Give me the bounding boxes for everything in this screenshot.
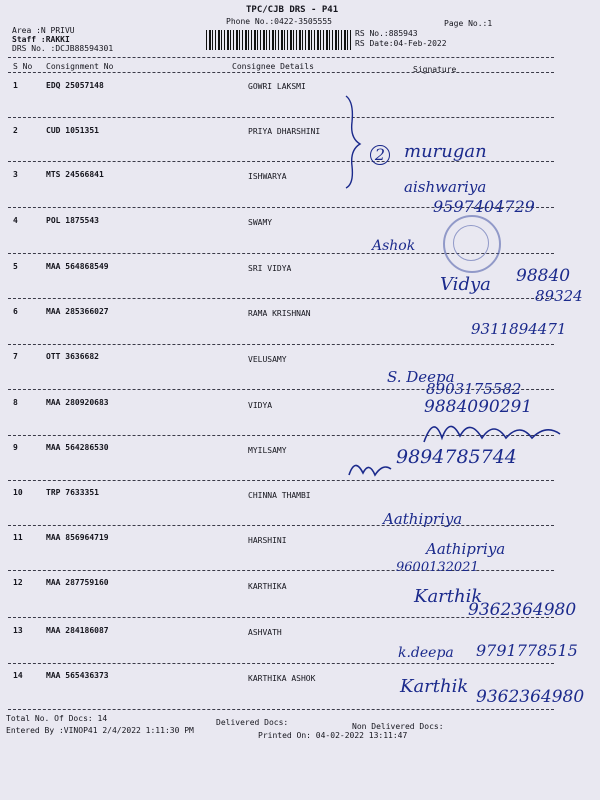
consignment-number: MAA 856964719	[46, 533, 109, 542]
consignee-name: PRIYA DHARSHINI	[248, 127, 321, 136]
consignment-number: MAA 565436373	[46, 671, 109, 680]
signature-text: S. Deepa	[387, 368, 455, 386]
row-number: 13	[13, 626, 23, 635]
consignment-number: OTT 3636682	[46, 352, 99, 361]
signature-phone: 89324	[535, 287, 583, 305]
signature-circled-number: 2	[370, 145, 390, 165]
row-number: 1	[13, 81, 18, 90]
col-header-signature: Signature	[413, 65, 457, 74]
row-number: 6	[13, 307, 18, 316]
delivered-docs: Delivered Docs:	[216, 718, 289, 727]
col-header-sno: S No	[13, 62, 33, 71]
row-divider	[8, 117, 554, 118]
signature-text: Ashok	[372, 238, 416, 254]
consignee-name: KARTHIKA ASHOK	[248, 674, 316, 683]
brace-mark	[340, 92, 380, 192]
consignment-number: MAA 564868549	[46, 262, 109, 271]
consignment-number: EDQ 25057148	[46, 81, 104, 90]
signature-phone: 8903175582	[426, 380, 522, 398]
row-number: 8	[13, 398, 18, 407]
signature-phone: 9362364980	[468, 600, 577, 620]
consignment-number: MAA 280920683	[46, 398, 109, 407]
signature-phone: 9311894471	[471, 320, 567, 338]
col-header-consignee: Consignee Details	[232, 62, 314, 71]
signature-text: k.deepa	[398, 645, 454, 661]
row-divider	[8, 480, 554, 481]
consignment-number: MTS 24566841	[46, 170, 104, 179]
row-number: 12	[13, 578, 23, 587]
entered-by: Entered By :VINOP41 2/4/2022 1:11:30 PM	[6, 726, 194, 735]
consignee-name: HARSHINI	[248, 536, 287, 545]
row-number: 4	[13, 216, 18, 225]
staff-label: Staff :RAKKI	[12, 35, 70, 44]
row-number: 3	[13, 170, 18, 179]
row-number: 11	[13, 533, 23, 542]
consignment-number: TRP 7633351	[46, 488, 99, 497]
consignment-number: MAA 564286530	[46, 443, 109, 452]
company-stamp	[443, 215, 501, 273]
row-divider	[8, 663, 554, 664]
signature-phone: 9600132021	[396, 560, 479, 575]
page-number: Page No.:1	[444, 19, 493, 28]
signature-phone: 98840	[516, 266, 571, 286]
drs-number: DRS No. :DCJB88594301	[12, 44, 114, 53]
total-docs: Total No. Of Docs: 14	[6, 714, 108, 723]
non-delivered-docs: Non Delivered Docs:	[352, 722, 444, 731]
printed-on: Printed On: 04-02-2022 13:11:47	[258, 731, 408, 740]
row-number: 2	[13, 126, 18, 135]
consignee-name: VELUSAMY	[248, 355, 287, 364]
consignment-number: CUD 1051351	[46, 126, 99, 135]
signature-scribble	[420, 408, 570, 448]
document-title: TPC/CJB DRS - P41	[246, 5, 339, 15]
row-divider	[8, 298, 554, 299]
consignee-name: VIDYA	[248, 401, 273, 410]
signature-scribble	[345, 455, 395, 485]
row-number: 14	[13, 671, 23, 680]
col-header-consignment: Consignment No	[46, 62, 114, 71]
consignee-name: RAMA KRISHNAN	[248, 309, 311, 318]
signature-text: murugan	[404, 141, 487, 162]
row-divider	[8, 525, 554, 526]
row-number: 7	[13, 352, 18, 361]
signature-phone: 9884090291	[424, 397, 533, 417]
rs-number: RS No.:885943	[355, 29, 418, 38]
signature-phone: 9362364980	[476, 687, 585, 707]
consignment-number: MAA 287759160	[46, 578, 109, 587]
signature-text: Vidya	[440, 274, 491, 295]
divider	[8, 72, 554, 73]
consignee-name: ISHWARYA	[248, 172, 287, 181]
row-number: 9	[13, 443, 18, 452]
row-divider	[8, 344, 554, 345]
consignment-number: MAA 285366027	[46, 307, 109, 316]
consignment-number: MAA 284186087	[46, 626, 109, 635]
signature-text: Karthik	[414, 586, 483, 607]
row-number: 5	[13, 262, 18, 271]
area-label: Area :N PRIVU	[12, 26, 75, 35]
signature-text: aishwariya	[404, 178, 487, 196]
row-number: 10	[13, 488, 23, 497]
signature-phone: 9791778515	[476, 641, 578, 660]
signature-phone: 9894785744	[396, 446, 517, 468]
signature-text: Karthik	[400, 676, 469, 697]
consignment-number: POL 1875543	[46, 216, 99, 225]
consignee-name: MYILSAMY	[248, 446, 287, 455]
consignee-name: GOWRI LAKSMI	[248, 82, 306, 91]
signature-phone: 9597404729	[433, 197, 535, 216]
consignee-name: ASHVATH	[248, 628, 282, 637]
consignee-name: CHINNA THAMBI	[248, 491, 311, 500]
rs-date: RS Date:04-Feb-2022	[355, 39, 447, 48]
signature-text: Aathipriya	[383, 510, 463, 528]
consignee-name: KARTHIKA	[248, 582, 287, 591]
divider	[8, 57, 554, 58]
phone-number: Phone No.:0422-3505555	[226, 17, 332, 26]
consignee-name: SRI VIDYA	[248, 264, 292, 273]
consignee-name: SWAMY	[248, 218, 273, 227]
row-divider	[8, 709, 554, 710]
barcode	[206, 30, 351, 50]
signature-text: Aathipriya	[426, 540, 506, 558]
